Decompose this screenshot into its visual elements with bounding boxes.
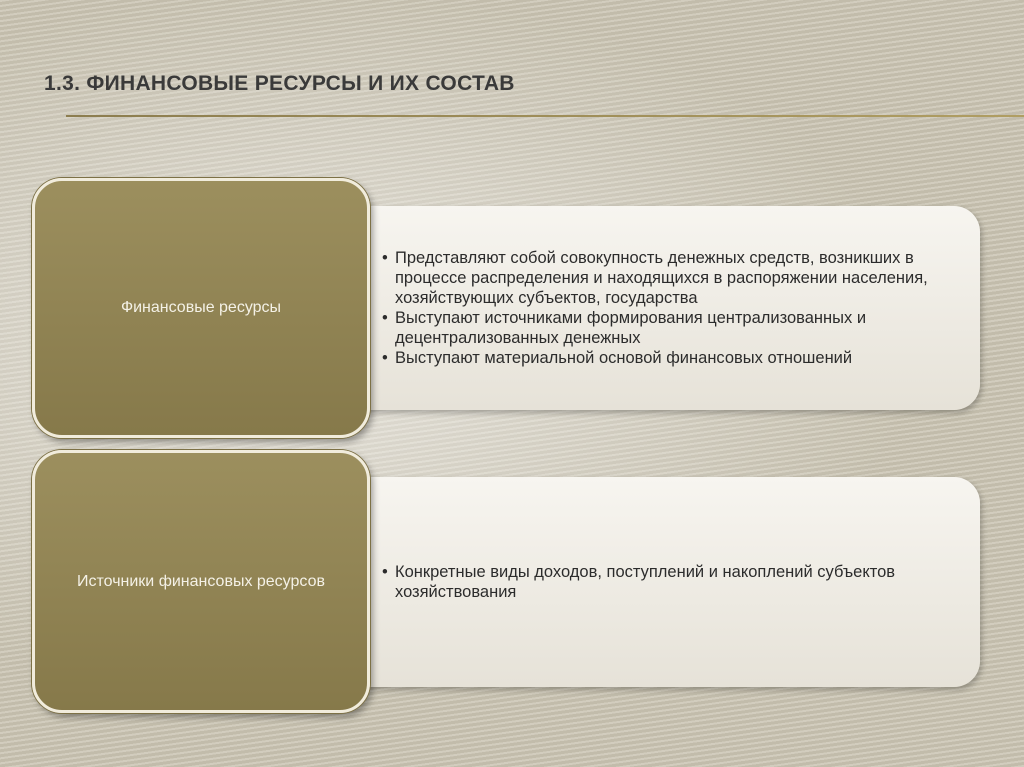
- bullet-item: • Представляют собой совокупность денежных средств, возникших в процессе распределения и находящихся в распоряжении населения, хозяйствующих субъектов, государства: [382, 248, 964, 308]
- bullet-list: [382, 562, 964, 602]
- diagram-row-financial-resources: [0, 178, 1024, 438]
- label-box-sources: [32, 450, 370, 713]
- title-divider: [66, 115, 1024, 117]
- detail-box-financial-resources: [340, 206, 980, 410]
- diagram-row-sources: [0, 450, 1024, 713]
- detail-box-sources: [340, 477, 980, 687]
- label-text: Финансовые ресурсы: [120, 299, 282, 316]
- bullet-item: • Конкретные виды доходов, поступлений и накоплений субъектов хозяйствования: [382, 562, 964, 602]
- bullet-list: [382, 248, 964, 368]
- label-text: Источники финансовых ресурсов: [77, 572, 325, 590]
- slide-title: 1.3. ФИНАНСОВЫЕ РЕСУРСЫ И ИХ СОСТАВ: [44, 72, 515, 95]
- bullet-item: • Выступают материальной основой финансовых отношений: [382, 348, 964, 368]
- bullet-item: • Выступают источниками формирования централизованных и децентрализованных денежных: [382, 308, 964, 348]
- label-box-financial-resources: [32, 178, 370, 438]
